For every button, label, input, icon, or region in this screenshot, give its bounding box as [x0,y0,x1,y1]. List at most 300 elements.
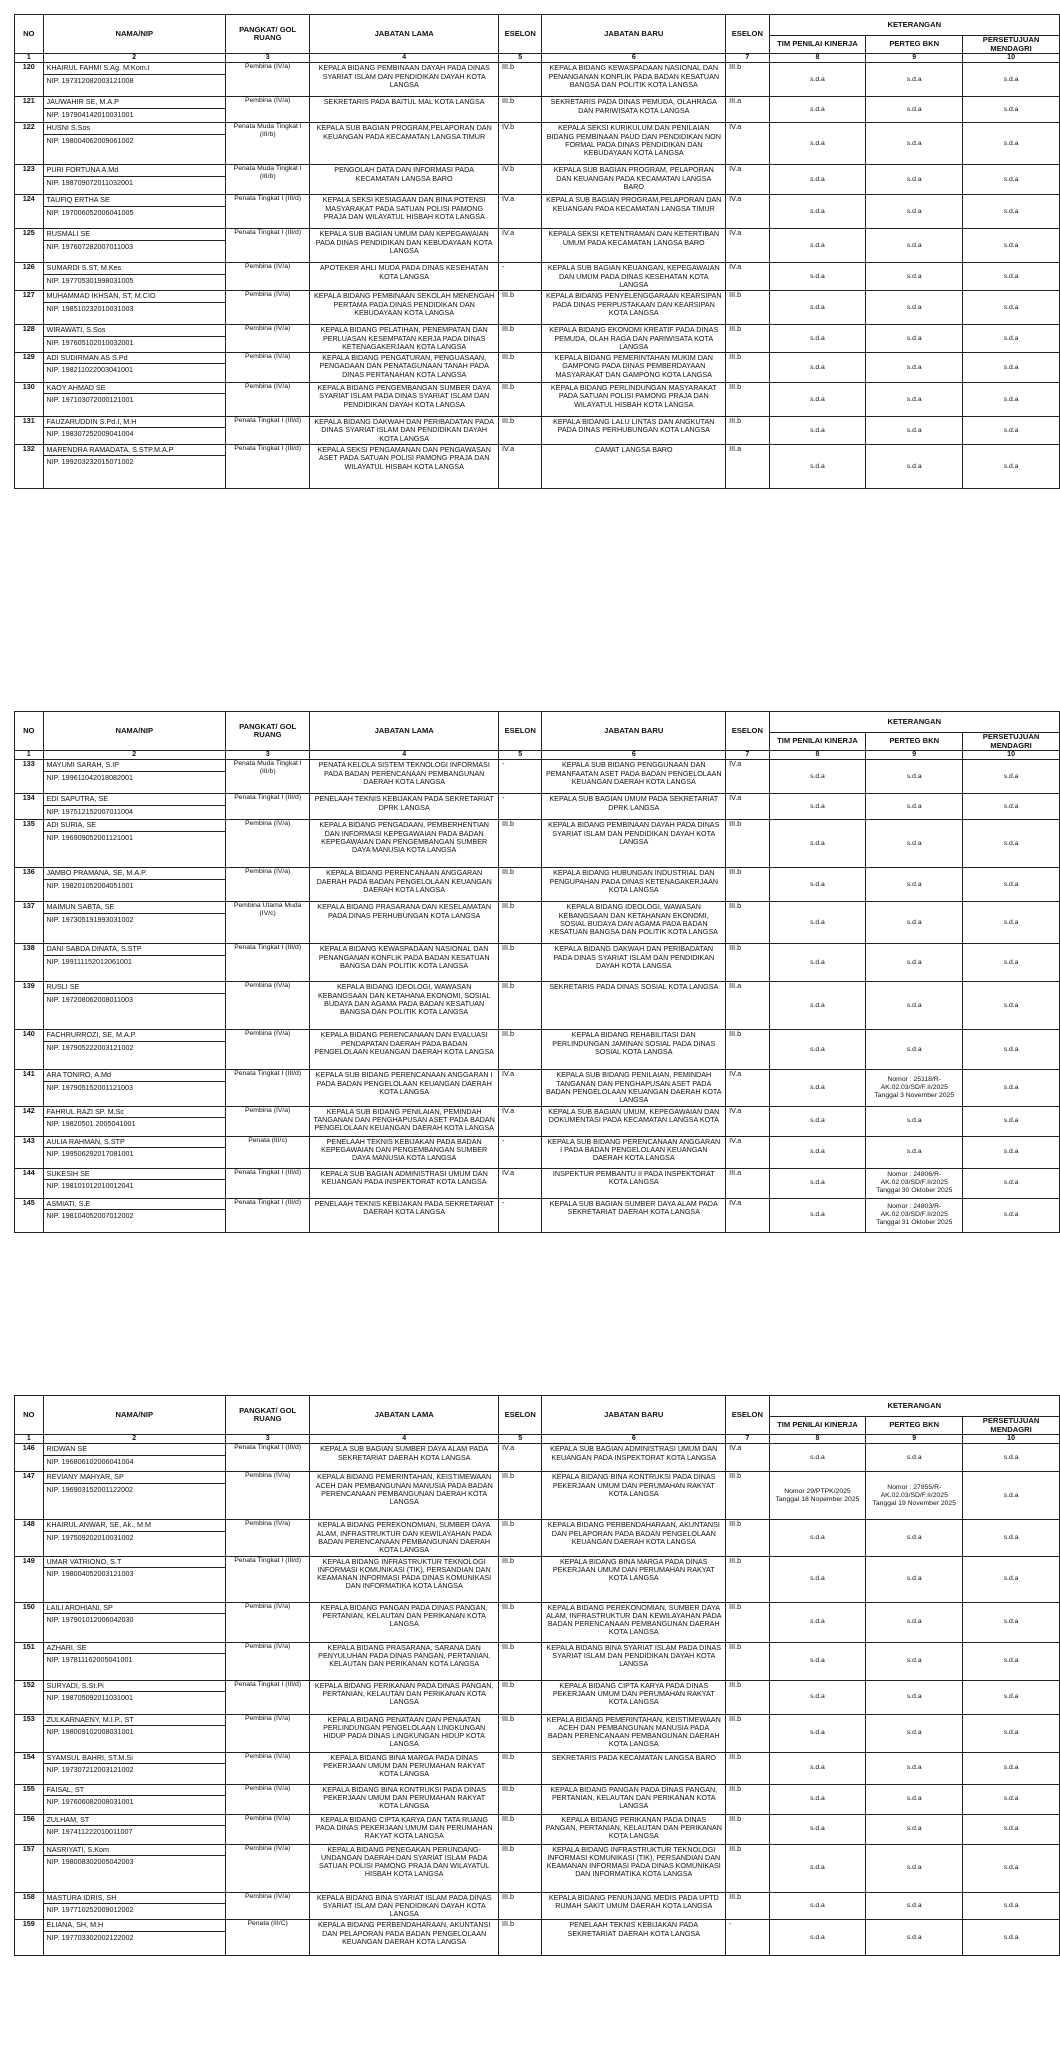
new-echelon-cell: III.b [726,417,769,445]
employee-nip: NIP. 197006052006041005 [46,207,134,217]
tim-penilai-cell: s.d.a [769,325,866,353]
name-nip-cell [43,325,225,353]
rank-cell: Penata Muda Tingkat I (III/b) [225,123,309,165]
column-number: 8 [769,54,866,63]
column-number: 4 [310,54,499,63]
name-nip-cell [43,417,225,445]
old-position-cell: PENELAAH TEKNIS KEBIJAKAN PADA BADAN KEPEGAWAIAN DAN PENGEMBANGAN SUMBER DAYA MANUSIA KOTA LANGSA [310,1136,499,1168]
old-position-cell: PENELAAH TEKNIS KEBIJAKAN PADA SEKRETARIAT DPRK LANGSA [310,794,499,820]
old-position-cell: KEPALA BIDANG PANGAN PADA DINAS PANGAN, PERTANIAN, KELAUTAN DAN PERIKANAN KOTA LANGSA [310,1602,499,1642]
old-echelon-cell: - [499,760,542,794]
old-position-cell: KEPALA BIDANG PEREKONOMIAN, SUMBER DAYA ALAM, INFRASTRUKTUR DAN KEWILAYAHAN PADA BADAN PERENCANAAN PEMBANGUNAN DAERAH KOTA LANGSA [310,1520,499,1556]
column-number: 1 [15,54,44,63]
employee-name: LAILI ARDHIANI, SP [44,1603,225,1614]
new-echelon-cell: III.b [726,868,769,902]
row-number: 136 [15,868,44,902]
rank-cell: Pembina (IV/a) [225,1844,309,1892]
tim-penilai-cell: Nomor 29/PTPK/2025 Tanggal 18 Nopember 2025 [769,1472,866,1520]
new-position-cell: KEPALA BIDANG LALU LINTAS DAN ANGKUTAN PADA DINAS PERHUBUNGAN KOTA LANGSA [542,417,726,445]
row-number: 129 [15,353,44,383]
rank-cell: Pembina (IV/a) [225,1714,309,1752]
persetujuan-cell: s.d.a [963,1030,1060,1070]
old-echelon-cell: III.b [499,1892,542,1920]
perteg-bkn-cell: s.d.a [866,944,963,982]
name-nip-cell [43,1920,225,1956]
header-jabatan-lama: JABATAN LAMA [310,712,499,751]
old-position-cell: KEPALA SEKSI KESIAGAAN DAN BINA POTENSI MASYARAKAT PADA SATUAN POLISI PAMONG PRAJA DAN WILAYATUL HISBAH KOTA LANGSA [310,195,499,229]
old-position-cell: KEPALA BIDANG PEMERINTAHAN, KEISTIMEWAAN ACEH DAN PEMBANGUNAN MANUSIA PADA BADAN PERENCANAAN PEMBANGUNAN DAERAH KOTA LANGSA [310,1472,499,1520]
employee-name: ELIANA, SH, M.H [44,1920,225,1931]
perteg-bkn-cell: s.d.a [866,1814,963,1844]
persetujuan-cell: s.d.a [963,1520,1060,1556]
perteg-bkn-cell: s.d.a [866,97,963,123]
rank-cell: Penata Tingkat I (III/d) [225,1556,309,1602]
new-position-cell: KEPALA SUB BIDANG PENILAIAN, PEMINDAH TANGANAN DAN PENGHAPUSAN ASET PADA BADAN PENGELOLAAN KEUANGAN DAERAH KOTA LANGSA [542,1070,726,1106]
perteg-bkn-cell: s.d.a [866,760,963,794]
name-nip-cell [43,1892,225,1920]
rank-cell: Penata Tingkat I (III/d) [225,1444,309,1472]
employee-name: FAHRUL RAZI SP. M.Sc [44,1107,225,1118]
header-row [15,15,1060,36]
perteg-bkn-cell: s.d.a [866,902,963,944]
row-number: 122 [15,123,44,165]
table-row [15,445,1060,489]
perteg-bkn-cell: s.d.a [866,1602,963,1642]
header-jabatan-baru: JABATAN BARU [542,1396,726,1435]
old-position-cell: KEPALA BIDANG PRASARANA DAN KESELAMATAN PADA DINAS PERHUBUNGAN KOTA LANGSA [310,902,499,944]
rank-cell: Penata Tingkat I (III/d) [225,1168,309,1198]
old-echelon-cell: IV.a [499,1444,542,1472]
table-row [15,944,1060,982]
perteg-bkn-cell: Nomor : 27855/R-AK.02.03/SD/F.II/2025 Tanggal 19 November 2025 [866,1472,963,1520]
column-number: 9 [866,751,963,760]
tim-penilai-cell: s.d.a [769,868,866,902]
old-position-cell: KEPALA SUB BAGIAN ADMINISTRASI UMUM DAN KEUANGAN PADA INSPEKTORAT KOTA LANGSA [310,1168,499,1198]
name-nip-cell [43,123,225,165]
employee-name: MARENDRA RAMADATA, S.STP.M.A.P [44,445,225,456]
tim-penilai-cell: s.d.a [769,229,866,263]
header-tim-penilai: TIM PENILAI KINERJA [769,1417,866,1435]
tim-penilai-cell: s.d.a [769,1814,866,1844]
old-echelon-cell: IV.b [499,123,542,165]
old-position-cell: PENATA KELOLA SISTEM TEKNOLOGI INFORMASI PADA BADAN PERENCANAAN PEMBANGUNAN DAERAH KOTA LANGSA [310,760,499,794]
new-position-cell: KEPALA BIDANG BINA MARGA PADA DINAS PEKERJAAN UMUM DAN PERUMAHAN RAKYAT KOTA LANGSA [542,1556,726,1602]
new-echelon-cell: III.b [726,63,769,97]
old-position-cell: KEPALA BIDANG PRASARANA, SARANA DAN PENYULUHAN PADA DINAS PANGAN, PERTANIAN, KELAUTAN DAN PERIKANAN KOTA LANGSA [310,1642,499,1680]
table-row [15,1784,1060,1814]
row-number: 159 [15,1920,44,1956]
old-echelon-cell: IV.a [499,445,542,489]
tim-penilai-cell: s.d.a [769,195,866,229]
row-number: 156 [15,1814,44,1844]
persetujuan-cell: s.d.a [963,1814,1060,1844]
perteg-bkn-cell: s.d.a [866,982,963,1030]
old-echelon-cell: - [499,794,542,820]
persetujuan-cell: s.d.a [963,1168,1060,1198]
perteg-bkn-cell: s.d.a [866,1444,963,1472]
employee-name: AULIA RAHMAN, S.STP [44,1137,225,1148]
row-number: 133 [15,760,44,794]
employee-name: ASMIATI, S.E [44,1199,225,1210]
persetujuan-cell: s.d.a [963,868,1060,902]
employee-name: PURI FORTUNA A.Md [44,165,225,176]
old-position-cell: PENELAAH TEKNIS KEBIJAKAN PADA SEKRETARIAT DAERAH KOTA LANGSA [310,1198,499,1232]
employee-nip: NIP. 198004062009061002 [46,135,134,145]
employee-name: KHAIRUL ANWAR, SE, Ak., M.M [44,1520,225,1531]
new-position-cell: SEKRETARIS PADA KECAMATAN LANGSA BARO [542,1752,726,1784]
old-echelon-cell: IV.a [499,1168,542,1198]
persetujuan-cell: s.d.a [963,1892,1060,1920]
name-nip-cell [43,1714,225,1752]
row-number: 128 [15,325,44,353]
column-number: 5 [499,54,542,63]
old-echelon-cell: - [499,263,542,291]
employee-nip: NIP. 198004052003121003 [46,1568,134,1578]
employee-nip: NIP. 197103072000121001 [46,395,134,405]
perteg-bkn-cell: s.d.a [866,1106,963,1136]
new-position-cell: KEPALA BIDANG KEWASPADAAN NASIONAL DAN PENANGANAN KONFLIK PADA BADAN KESATUAN BANGSA DAN POLITIK KOTA LANGSA [542,63,726,97]
employee-name: MAIMUN SABTA, SE [44,902,225,913]
perteg-bkn-cell: s.d.a [866,1520,963,1556]
tim-penilai-cell: s.d.a [769,63,866,97]
row-number: 121 [15,97,44,123]
new-position-cell: SEKRETARIS PADA DINAS PEMUDA, OLAHRAGA DAN PARIWISATA KOTA LANGSA [542,97,726,123]
table-row [15,1844,1060,1892]
tim-penilai-cell: s.d.a [769,417,866,445]
employee-name: RUSLI SE [44,982,225,993]
table-row [15,1444,1060,1472]
new-echelon-cell: III.b [726,944,769,982]
rank-cell: Pembina (IV/a) [225,1106,309,1136]
header-persetujuan: PERSETUJUAN MENDAGRI [963,36,1060,54]
employee-nip: NIP. 198008302005042003 [46,1856,134,1866]
employee-name: SYAMSUL BAHRI, ST.M.Si [44,1753,225,1764]
old-position-cell: KEPALA BIDANG PENGATURAN, PENGUASAAN, PENGADAAN DAN PENATAGUNAAN TANAH PADA DINAS PERTANAHAN KOTA LANGSA [310,353,499,383]
rank-cell: Pembina (IV/a) [225,1784,309,1814]
employee-name: SUMARDI S.ST, M.Kes [44,263,225,274]
row-number: 123 [15,165,44,195]
name-nip-cell [43,97,225,123]
new-position-cell: KEPALA BIDANG IDEOLOGI, WAWASAN KEBANGSAAN DAN KETAHANAN EKONOMI, SOSIAL BUDAYA DAN AGAMA PADA BADAN KESATUAN BANGSA DAN POLITIK KOTA LANGSA [542,902,726,944]
persetujuan-cell: s.d.a [963,291,1060,325]
column-number: 8 [769,1435,866,1444]
tim-penilai-cell: s.d.a [769,165,866,195]
table-row [15,123,1060,165]
column-number: 4 [310,1435,499,1444]
table-row [15,1642,1060,1680]
employee-name: REVIANY MAHYAR, SP [44,1472,225,1483]
mutation-table [14,711,1060,1233]
table-row [15,417,1060,445]
persetujuan-cell: s.d.a [963,794,1060,820]
new-echelon-cell: IV.a [726,195,769,229]
perteg-bkn-cell: s.d.a [866,794,963,820]
new-position-cell: KEPALA BIDANG PEREKONOMIAN, SUMBER DAYA ALAM, INFRASTRUKTUR DAN KEWILAYAHAN PADA BADAN PERENCANAAN PEMBANGUNAN DAERAH KOTA LANGSA [542,1602,726,1642]
employee-name: SUKESIH SE [44,1169,225,1180]
new-echelon-cell: III.b [726,1814,769,1844]
column-number: 9 [866,54,963,63]
old-echelon-cell: III.b [499,383,542,417]
new-echelon-cell: IV.a [726,760,769,794]
old-echelon-cell: III.b [499,63,542,97]
rank-cell: Pembina (IV/a) [225,325,309,353]
header-eselon: ESELON [499,1396,542,1435]
header-no: NO [15,712,44,751]
tim-penilai-cell: s.d.a [769,1602,866,1642]
row-number: 153 [15,1714,44,1752]
new-echelon-cell: III.b [726,1784,769,1814]
tim-penilai-cell: s.d.a [769,383,866,417]
new-position-cell: KEPALA SUB BAGIAN UMUM, KEPEGAWAIAN DAN DOKUMENTASI PADA KECAMATAN LANGSA KOTA [542,1106,726,1136]
employee-name: ARA TONIRO, A.Md [44,1070,225,1081]
old-position-cell: SEKRETARIS PADA BAITUL MAL KOTA LANGSA [310,97,499,123]
new-echelon-cell: III.b [726,820,769,868]
perteg-bkn-cell: s.d.a [866,63,963,97]
name-nip-cell [43,445,225,489]
rank-cell: Penata (III/c) [225,1136,309,1168]
table-row [15,195,1060,229]
row-number: 135 [15,820,44,868]
new-position-cell: KEPALA SUB BIDANG PENGGUNAAN DAN PEMANFAATAN ASET PADA BADAN PENGELOLAAN KEUANGAN DAERAH KOTA LANGSA [542,760,726,794]
employee-nip: NIP. 198307252009041004 [46,429,134,439]
rank-cell: Pembina (IV/a) [225,1030,309,1070]
new-echelon-cell: IV.a [726,165,769,195]
new-position-cell: KEPALA SUB BAGIAN KEUANGAN, KEPEGAWAIAN DAN UMUM PADA DINAS KESEHATAN KOTA LANGSA [542,263,726,291]
new-echelon-cell: IV.a [726,1136,769,1168]
employee-nip: NIP. 199611042018082001 [46,772,133,782]
table-row [15,165,1060,195]
persetujuan-cell: s.d.a [963,1602,1060,1642]
table-row [15,1070,1060,1106]
rank-cell: Pembina (IV/a) [225,63,309,97]
row-number: 149 [15,1556,44,1602]
column-number: 7 [726,751,769,760]
row-number: 138 [15,944,44,982]
name-nip-cell [43,1814,225,1844]
row-number: 144 [15,1168,44,1198]
old-echelon-cell: III.b [499,1714,542,1752]
perteg-bkn-cell: s.d.a [866,165,963,195]
tim-penilai-cell: s.d.a [769,1714,866,1752]
row-number: 150 [15,1602,44,1642]
new-echelon-cell: IV.a [726,263,769,291]
employee-nip: NIP. 197606082008031001 [46,1796,134,1806]
column-number: 6 [542,751,726,760]
name-nip-cell [43,1680,225,1714]
persetujuan-cell: s.d.a [963,195,1060,229]
name-nip-cell [43,1556,225,1602]
employee-name: MAYUMI SARAH, S.IP [44,760,225,771]
persetujuan-cell: s.d.a [963,1070,1060,1106]
perteg-bkn-cell: s.d.a [866,1556,963,1602]
table-row [15,1168,1060,1198]
header-jabatan-lama: JABATAN LAMA [310,15,499,54]
rank-cell: Penata Muda Tingkat I (III/b) [225,165,309,195]
new-position-cell: KEPALA BIDANG BINA KONTRUKSI PADA DINAS PEKERJAAN UMUM DAN PERUMAHAN RAKYAT KOTA LANGSA [542,1472,726,1520]
table-row [15,902,1060,944]
name-nip-cell [43,1136,225,1168]
column-number: 6 [542,54,726,63]
tim-penilai-cell: s.d.a [769,1752,866,1784]
new-echelon-cell: III.a [726,982,769,1030]
employee-nip: NIP. 197710252009012002 [46,1904,134,1914]
new-position-cell: KEPALA BIDANG PERLINDUNGAN MASYARAKAT PADA SATUAN POLISI PAMONG PRAJA DAN WILAYATUL HISBAH KOTA LANGSA [542,383,726,417]
rank-cell: Pembina (IV/a) [225,1642,309,1680]
new-echelon-cell: IV.a [726,794,769,820]
name-nip-cell [43,1844,225,1892]
column-number: 10 [963,751,1060,760]
header-nama-nip: NAMA/NIP [43,15,225,54]
perteg-bkn-cell: s.d.a [866,383,963,417]
employee-name: JAMBO PRAMANA, SE, M.A.P. [44,868,225,879]
row-number: 152 [15,1680,44,1714]
new-position-cell: KEPALA BIDANG CIPTA KARYA PADA DINAS PEKERJAAN UMUM DAN PERUMAHAN RAKYAT KOTA LANGSA [542,1680,726,1714]
row-number: 155 [15,1784,44,1814]
new-position-cell: KEPALA SUB BAGIAN SUMBER DAYA ALAM PADA SEKRETARIAT DAERAH KOTA LANGSA [542,1198,726,1232]
old-echelon-cell: III.b [499,353,542,383]
old-echelon-cell: IV.a [499,229,542,263]
employee-name: JAUWAHIR SE, M.A.P [44,97,225,108]
employee-name: FAISAL, ST [44,1785,225,1796]
employee-nip: NIP. 198104052007012002 [46,1210,134,1220]
employee-name: TAUFIQ ERTHA SE [44,195,225,206]
rank-cell: Pembina Utama Muda (IV/c) [225,902,309,944]
perteg-bkn-cell: s.d.a [866,1030,963,1070]
table-row [15,868,1060,902]
table-row [15,1714,1060,1752]
tim-penilai-cell: s.d.a [769,263,866,291]
header-eselon-baru: ESELON [726,1396,769,1435]
new-position-cell: KEPALA BIDANG PANGAN PADA DINAS PANGAN, PERTANIAN, KELAUTAN DAN PERIKANAN KOTA LANGSA [542,1784,726,1814]
name-nip-cell [43,982,225,1030]
persetujuan-cell: s.d.a [963,1642,1060,1680]
new-position-cell: KEPALA SUB BAGIAN ADMINISTRASI UMUM DAN KEUANGAN PADA INSPEKTORAT KOTA LANGSA [542,1444,726,1472]
new-position-cell: KEPALA BIDANG PERBENDAHARAAN, AKUNTANSI DAN PELAPORAN PADA BADAN PENGELOLAAN KEUANGAN DAERAH KOTA LANGSA [542,1520,726,1556]
employee-nip: NIP. 198101012010012041 [46,1180,134,1190]
new-position-cell: KEPALA BIDANG INFRASTRUKTUR TEKNOLOGI INFORMASI KOMUNIKASI (TIK), PERSANDIAN DAN KEAMANAN INFORMASI PADA DINAS KOMUNIKASI DAN INFORMATIKA KOTA LANGSA [542,1844,726,1892]
new-position-cell: KEPALA BIDANG PENUNJANG MEDIS PADA UPTD RUMAH SAKIT UMUM DAERAH KOTA LANGSA [542,1892,726,1920]
row-number: 147 [15,1472,44,1520]
tim-penilai-cell: s.d.a [769,123,866,165]
old-echelon-cell: - [499,1136,542,1168]
tim-penilai-cell: s.d.a [769,445,866,489]
new-echelon-cell: III.a [726,445,769,489]
rank-cell: Pembina (IV/a) [225,1814,309,1844]
table-row [15,1556,1060,1602]
row-number: 143 [15,1136,44,1168]
old-position-cell: KEPALA BIDANG PENATAAN DAN PENAATAN PERLINDUNGAN PENGELOLAAN LINGKUNGAN HIDUP PADA DINAS LINGKUNGAN HIDUP KOTA LANGSA [310,1714,499,1752]
old-echelon-cell: III.b [499,1680,542,1714]
old-position-cell: KEPALA BIDANG PERENCANAAN ANGGARAN DAERAH PADA BADAN PENGELOLAAN KEUANGAN DAERAH KOTA LANGSA [310,868,499,902]
rank-cell: Penata Tingkat I (III/d) [225,1070,309,1106]
tim-penilai-cell: s.d.a [769,291,866,325]
column-number: 1 [15,1435,44,1444]
header-eselon-baru: ESELON [726,712,769,751]
old-position-cell: KEPALA BIDANG IDEOLOGI, WAWASAN KEBANGSAAN DAN KETAHANA EKONOMI, SOSIAL BUDAYA DAN AGAMA PADA BADAN KESATUAN BANGSA DAN POLITIK KOTA LANGSA [310,982,499,1030]
tim-penilai-cell: s.d.a [769,1680,866,1714]
rank-cell: Pembina (IV/a) [225,868,309,902]
new-echelon-cell: III.b [726,1030,769,1070]
column-number: 3 [225,1435,309,1444]
employee-name: UMAR VATRIONO, S.T [44,1557,225,1568]
name-nip-cell [43,1784,225,1814]
row-number: 134 [15,794,44,820]
mutation-table [14,1395,1060,1956]
old-position-cell: KEPALA BIDANG BINA KONTRUKSI PADA DINAS PEKERJAAN UMUM DAN PERUMAHAN RAKYAT KOTA LANGSA [310,1784,499,1814]
persetujuan-cell: s.d.a [963,1844,1060,1892]
new-position-cell: KEPALA BIDANG HUBUNGAN INDUSTRIAL DAN PENGUPAHAN PADA DINAS KETENAGAKERJAAN KOTA LANGSA [542,868,726,902]
employee-name: KHAIRUL FAHMI S.Ag. M.Kom.I [44,63,225,74]
name-nip-cell [43,868,225,902]
header-perteg-bkn: PERTEG BKN [866,1417,963,1435]
old-echelon-cell: III.b [499,417,542,445]
new-echelon-cell: III.b [726,1844,769,1892]
table-row [15,982,1060,1030]
column-number: 1 [15,751,44,760]
table-row [15,1520,1060,1556]
employee-name: HUSNI S.Sos [44,123,225,134]
perteg-bkn-cell: s.d.a [866,1920,963,1956]
table-page-2 [14,711,1060,1233]
employee-name: ADI SURIA, SE [44,820,225,831]
header-perteg-bkn: PERTEG BKN [866,733,963,751]
employee-nip: NIP. 197905222003121002 [46,1042,134,1052]
persetujuan-cell: s.d.a [963,229,1060,263]
header-pangkat: PANGKAT/ GOL RUANG [225,15,309,54]
header-tim-penilai: TIM PENILAI KINERJA [769,36,866,54]
table-row [15,1920,1060,1956]
employee-nip: NIP. 197605102010032001 [46,337,134,347]
table-row [15,353,1060,383]
row-number: 125 [15,229,44,263]
new-echelon-cell: IV.a [726,123,769,165]
name-nip-cell [43,1070,225,1106]
rank-cell: Penata Tingkat I (III/d) [225,794,309,820]
name-nip-cell [43,1168,225,1198]
new-position-cell: INSPEKTUR PEMBANTU II PADA INSPEKTORAT KOTA LANGSA [542,1168,726,1198]
table-row [15,794,1060,820]
perteg-bkn-cell: s.d.a [866,1892,963,1920]
tim-penilai-cell: s.d.a [769,1520,866,1556]
employee-name: SURYADI, S.St.Pi [44,1681,225,1692]
persetujuan-cell: s.d.a [963,123,1060,165]
rank-cell: Penata Tingkat I (III/d) [225,195,309,229]
header-pangkat: PANGKAT/ GOL RUANG [225,712,309,751]
column-number: 10 [963,54,1060,63]
table-row [15,63,1060,97]
header-no: NO [15,1396,44,1435]
name-nip-cell [43,263,225,291]
new-echelon-cell: III.b [726,1472,769,1520]
old-echelon-cell: III.b [499,1844,542,1892]
employee-nip: NIP. 198211022003041001 [46,365,133,375]
column-number: 4 [310,751,499,760]
persetujuan-cell: s.d.a [963,1556,1060,1602]
new-echelon-cell: III.a [726,97,769,123]
header-jabatan-baru: JABATAN BARU [542,712,726,751]
header-keterangan: KETERANGAN [769,1396,1059,1417]
name-nip-cell [43,291,225,325]
row-number: 131 [15,417,44,445]
column-number: 10 [963,1435,1060,1444]
table-row [15,291,1060,325]
persetujuan-cell: s.d.a [963,263,1060,291]
name-nip-cell [43,760,225,794]
employee-name: ZULHAM, ST [44,1815,225,1826]
persetujuan-cell: s.d.a [963,1752,1060,1784]
employee-name: ZULKARNAENY, M.I.P., ST [44,1715,225,1726]
new-position-cell: KEPALA SEKSI KURIKULUM DAN PENILAIAN BIDANG PEMBINAAN PAUD DAN PENDIDIKAN NON FORMAL PADA DINAS PENDIDIKAN DAN KEBUDAYAAN KOTA LANGSA [542,123,726,165]
